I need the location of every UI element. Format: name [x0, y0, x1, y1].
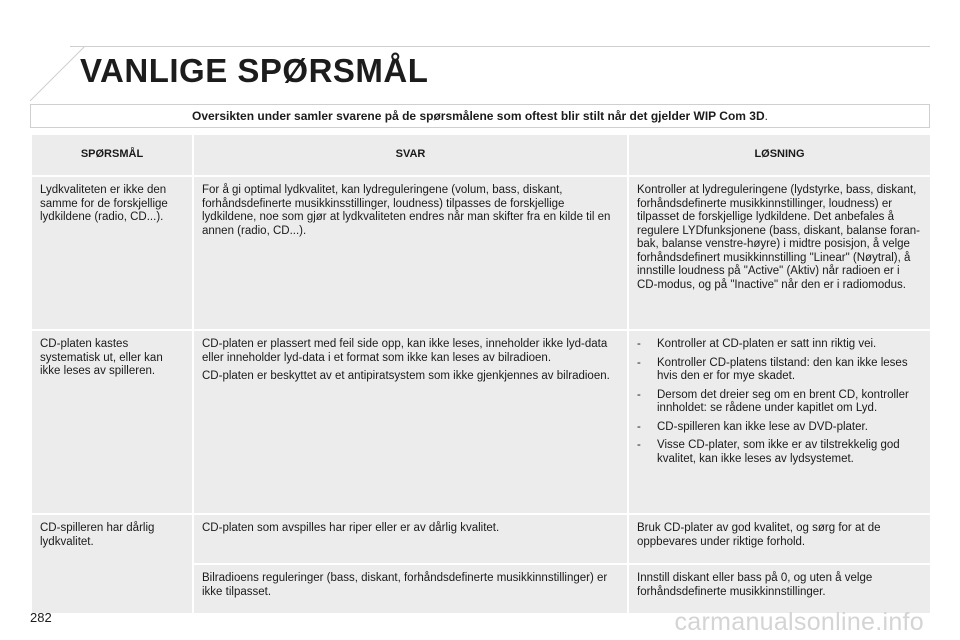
- solution-list-item: - Dersom det dreier seg om en brent CD, kontroller innholdet: se rådene under kapitlet om Lyd.: [637, 389, 922, 416]
- intro-text-main: Oversikten under samler svarene på de spørsmålene som oftest blir stilt når det gjelder WIP Com 3D: [192, 109, 765, 123]
- solution-list: [637, 338, 922, 466]
- solution-list-item: - Visse CD-plater, som ikke er av tilstrekkelig god kvalitet, kan ikke leses av lydsystemet.: [637, 439, 922, 466]
- solution-list-item: - Kontroller CD-platens tilstand: den kan ikke leses hvis den er for mye skadet.: [637, 357, 922, 384]
- table-row: [31, 176, 931, 330]
- table-row: [31, 514, 931, 564]
- column-header-solution: LØSNING: [628, 134, 931, 176]
- answer-cell: CD-platen som avspilles har riper eller er av dårlig kvalitet.: [193, 514, 628, 564]
- solution-cell: [628, 330, 931, 514]
- table-header-row: [31, 134, 931, 176]
- faq-table: [30, 133, 932, 615]
- answer-cell: Bilradioens reguleringer (bass, diskant, forhåndsdefinerte musikkinnstillinger) er ikke tilpasset.: [193, 564, 628, 614]
- page-title: VANLIGE SPØRSMÅL: [80, 52, 429, 89]
- solution-cell: Kontroller at lydreguleringene (lydstyrke, bass, diskant, forhåndsdefinerte musikkinnstillinger, loudness) er tilpasset de forskjellige lydkildene. Det anbefales å regulere LYDfunksjonene (bass, diskant, balanse foran-bak, balanse venstre-høyre) i midtre posisjon, å velge forhåndsdefinert musikkinnstilling "Linear" (Nøytral), å innstille loudness på "Active" (Aktiv) når radioen er i CD-modus, og på "Inactive" når den er i radiomodus.: [628, 176, 931, 330]
- solution-list-item: - CD-spilleren kan ikke lese av DVD-plater.: [637, 421, 922, 435]
- intro-text: [30, 104, 930, 128]
- solution-cell: Innstill diskant eller bass på 0, og uten å velge forhåndsdefinerte musikkinnstillinger.: [628, 564, 931, 614]
- page-number: 282: [30, 610, 52, 625]
- watermark: carmanualsonline.info: [674, 608, 924, 636]
- question-cell: Lydkvaliteten er ikke den samme for de forskjellige lydkildene (radio, CD...).: [31, 176, 193, 330]
- answer-cell: For å gi optimal lydkvalitet, kan lydreguleringene (volum, bass, diskant, forhåndsdefinerte musikkinsstillinger, loudness) tilpasses de forskjellige lydkildene, noe som gjør at lydkvaliteten endres når man skifter fra en kilde til en annen (radio, CD...).: [193, 176, 628, 330]
- question-cell: CD-spilleren har dårlig lydkvalitet.: [31, 514, 193, 614]
- question-cell: CD-platen kastes systematisk ut, eller kan ikke leses av spilleren.: [31, 330, 193, 514]
- answer-paragraph: CD-platen er plassert med feil side opp, kan ikke leses, inneholder ikke lyd-data eller inneholder lyd-data i et format som ikke kan leses av bilradioen.: [202, 338, 608, 364]
- solution-cell: Bruk CD-plater av god kvalitet, og sørg for at de oppbevares under riktige forhold.: [628, 514, 931, 564]
- intro-text-period: .: [764, 109, 768, 123]
- table-row: [31, 330, 931, 514]
- title-corner-decoration: [30, 46, 85, 101]
- answer-paragraph: CD-platen er beskyttet av et antipiratsystem som ikke gjenkjennes av bilradioen.: [202, 370, 610, 382]
- solution-list-item: - Kontroller at CD-platen er satt inn riktig vei.: [637, 338, 922, 352]
- column-header-answer: SVAR: [193, 134, 628, 176]
- answer-cell: [193, 330, 628, 514]
- title-rule: [70, 46, 930, 47]
- column-header-question: SPØRSMÅL: [31, 134, 193, 176]
